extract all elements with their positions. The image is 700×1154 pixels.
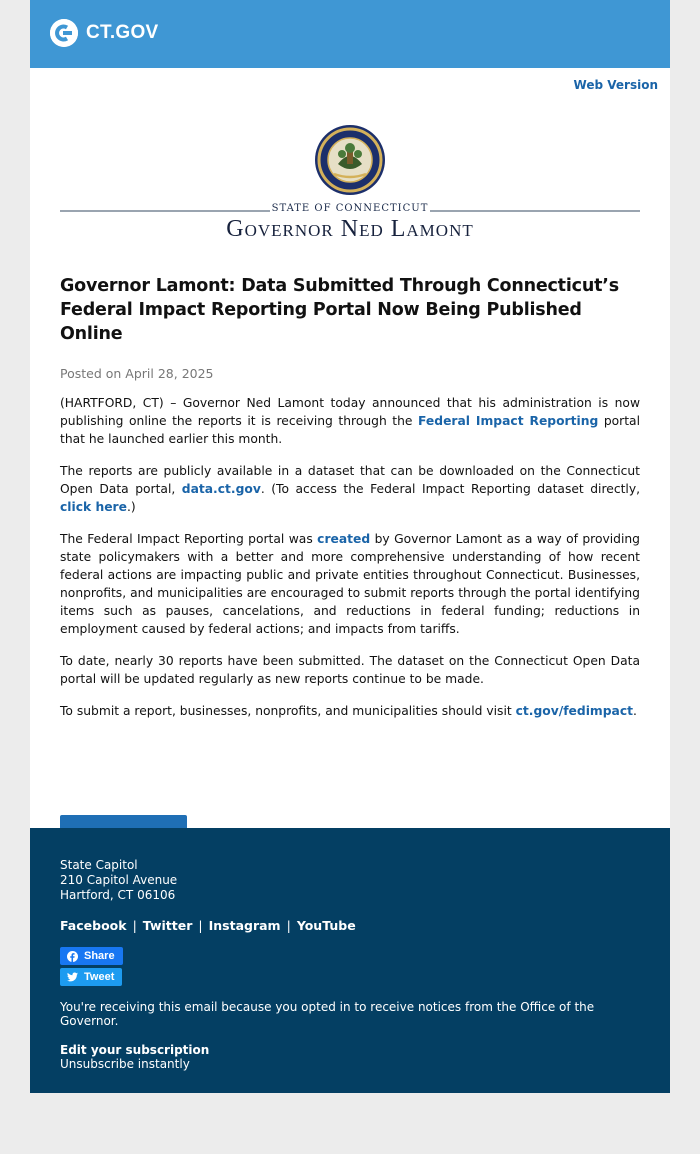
- unsubscribe-link[interactable]: Unsubscribe instantly: [60, 1057, 190, 1071]
- created-link[interactable]: created: [317, 532, 371, 546]
- fedimpact-link[interactable]: ct.gov/fedimpact: [515, 704, 633, 718]
- instagram-link[interactable]: Instagram: [208, 918, 281, 933]
- twitter-link[interactable]: Twitter: [142, 918, 193, 933]
- p5-text-a: To submit a report, businesses, nonprofits, and municipalities should visit: [60, 704, 516, 718]
- p5-text-b: .: [633, 704, 637, 718]
- twitter-icon: [67, 972, 78, 982]
- address-line-3: Hartford, CT 06106: [60, 888, 176, 902]
- paragraph-1: [60, 394, 640, 448]
- subscription-notice: You're receiving this email because you opted in to receive notices from the Office of the Governor.: [60, 1000, 595, 1028]
- tweet-label: Tweet: [84, 971, 115, 983]
- governor-name: Governor Ned Lamont: [226, 216, 474, 242]
- state-label: STATE OF CONNECTICUT: [271, 203, 429, 214]
- paragraph-2: [60, 462, 640, 516]
- ct-logo[interactable]: [50, 19, 159, 47]
- facebook-icon: [67, 951, 78, 962]
- p2-text-b: . (To access the Federal Impact Reporting dataset directly,: [260, 482, 640, 496]
- email-body: [30, 68, 670, 828]
- facebook-share-button[interactable]: [60, 947, 123, 965]
- article: [60, 274, 640, 720]
- p1-text-a: (HARTFORD, CT) – Governor Ned Lamont today announced that his administration is now publishing online the reports it is receiving through the: [60, 396, 640, 428]
- edit-subscription-link[interactable]: Edit your subscription: [60, 1043, 210, 1057]
- post-date: Posted on April 28, 2025: [60, 366, 214, 381]
- governor-banner: [60, 124, 640, 244]
- data-ct-gov-link[interactable]: data.ct.gov: [181, 482, 261, 496]
- share-buttons: [60, 947, 650, 986]
- address-block: [60, 858, 650, 903]
- p1-text-b: portal that he launched earlier this month.: [60, 414, 640, 446]
- article-title: Governor Lamont: Data Submitted Through Connecticut’s Federal Impact Reporting Portal Now Being Published Online: [60, 276, 619, 344]
- paragraph-3: [60, 530, 640, 638]
- paragraph-5: [60, 702, 640, 720]
- click-here-link[interactable]: click here: [60, 500, 127, 514]
- p3-text-b: by Governor Lamont as a way of providing state policymakers with a better and more comprehensive understanding of how recent federal actions are impacting public and private entities throughout Connecticut. Businesses, nonprofits, and municipalities are encouraged to submit reports through the portal identifying items such as pauses, cancelations, and reductions in federal funding; reductions in employment caused by federal actions; and impacts from tariffs.: [60, 532, 640, 636]
- p3-text-a: The Federal Impact Reporting portal was: [60, 532, 318, 546]
- email-header: [30, 0, 670, 68]
- social-links: Facebook | Twitter | Instagram | YouTube: [60, 918, 356, 933]
- share-label: Share: [84, 950, 115, 962]
- ct-logo-icon: [50, 19, 78, 47]
- twitter-tweet-button[interactable]: [60, 968, 122, 986]
- address-line-2: 210 Capitol Avenue: [60, 873, 178, 887]
- youtube-link[interactable]: YouTube: [296, 918, 356, 933]
- email-footer: [30, 828, 670, 1093]
- address-line-1: State Capitol: [60, 858, 138, 872]
- state-seal-icon: [314, 124, 386, 196]
- facebook-link[interactable]: Facebook: [60, 918, 127, 933]
- p2-text-a: The reports are publicly available in a dataset that can be downloaded on the Connecticut Open Data portal,: [60, 464, 640, 496]
- web-version-link[interactable]: Web Version: [573, 78, 658, 92]
- p2-text-c: .): [126, 500, 136, 514]
- email-container: [30, 0, 670, 1093]
- federal-impact-reporting-link[interactable]: Federal Impact Reporting: [418, 414, 599, 428]
- ct-logo-text: CT.GOV: [86, 22, 159, 43]
- paragraph-4: To date, nearly 30 reports have been submitted. The dataset on the Connecticut Open Data portal will be updated regularly as new reports continue to be made.: [60, 654, 640, 686]
